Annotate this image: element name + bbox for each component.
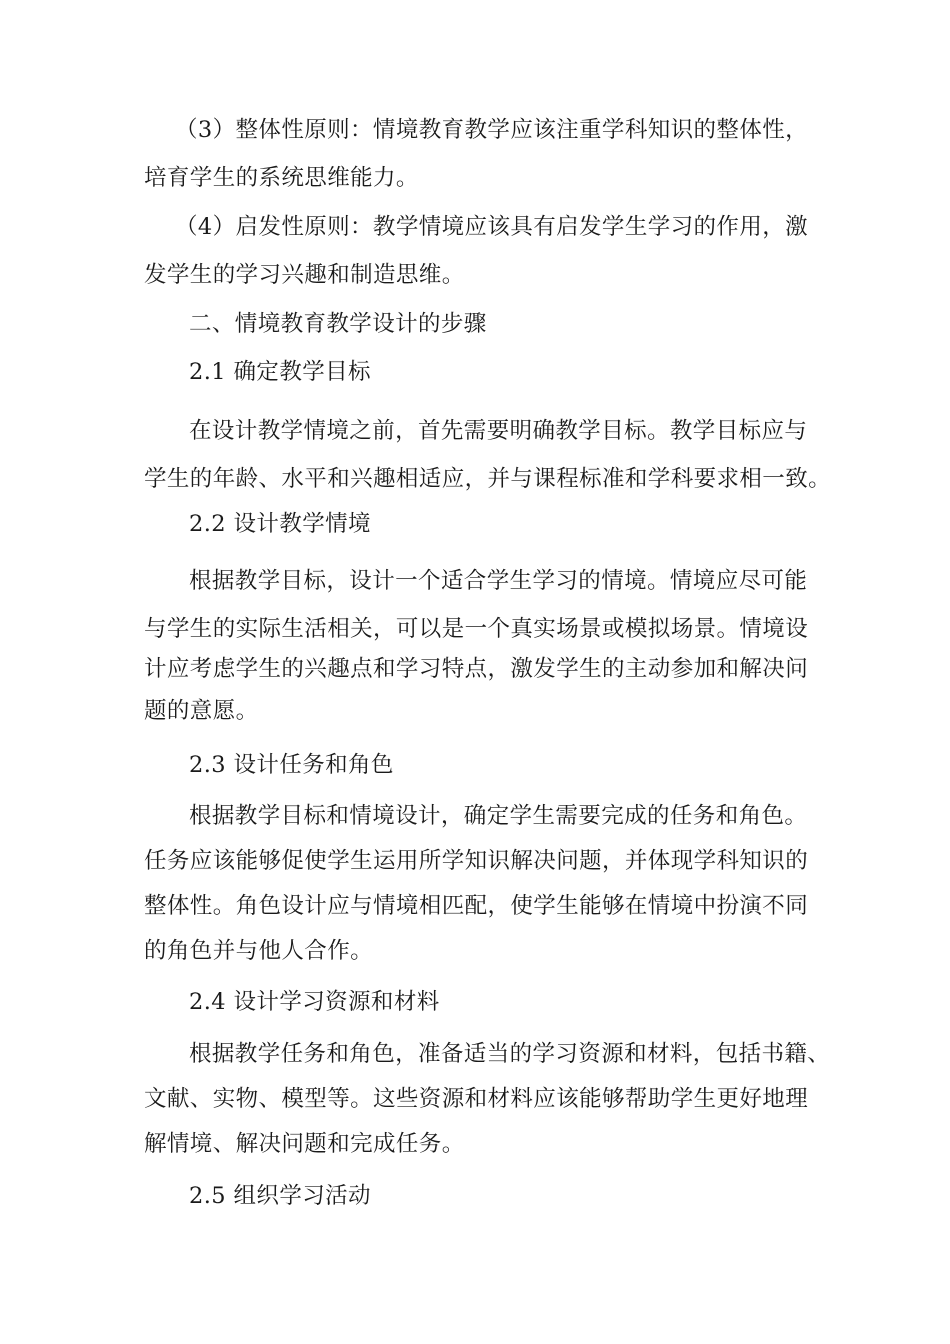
paragraph-2-1-line-1: 在设计教学情境之前，首先需要明确教学目标。教学目标应与: [189, 418, 808, 444]
paragraph-principle-4-line-1: （4）启发性原则：教学情境应该具有启发学生学习的作用，激: [175, 214, 809, 240]
paragraph-2-2-line-4: 题的意愿。: [144, 698, 259, 724]
paragraph-2-3-line-3: 整体性。角色设计应与情境相匹配，使学生能够在情境中扮演不同: [144, 893, 809, 919]
paragraph-principle-4-line-2: 发学生的学习兴趣和制造思维。: [144, 262, 465, 288]
subheading-2-2: 2.2 设计教学情境: [189, 511, 371, 537]
paragraph-2-4-line-3: 解情境、解决问题和完成任务。: [144, 1131, 465, 1157]
paragraph-2-4-line-1: 根据教学任务和角色，准备适当的学习资源和材料，包括书籍、: [189, 1041, 831, 1067]
section-heading-steps: 二、情境教育教学设计的步骤: [189, 311, 487, 337]
paragraph-2-4-line-2: 文献、实物、模型等。这些资源和材料应该能够帮助学生更好地理: [144, 1086, 809, 1112]
paragraph-principle-3-line-1: （3）整体性原则：情境教育教学应该注重学科知识的整体性，: [175, 117, 809, 143]
paragraph-2-2-line-2: 与学生的实际生活相关，可以是一个真实场景或模拟场景。情境设: [144, 616, 809, 642]
subheading-2-4: 2.4 设计学习资源和材料: [189, 989, 440, 1015]
subheading-2-5: 2.5 组织学习活动: [189, 1183, 371, 1209]
paragraph-2-2-line-3: 计应考虑学生的兴趣点和学习特点，激发学生的主动参加和解决问: [144, 656, 809, 682]
paragraph-2-2-line-1: 根据教学目标，设计一个适合学生学习的情境。情境应尽可能: [189, 568, 808, 594]
paragraph-2-3-line-1: 根据教学目标和情境设计，确定学生需要完成的任务和角色。: [189, 803, 808, 829]
paragraph-2-3-line-2: 任务应该能够促使学生运用所学知识解决问题，并体现学科知识的: [144, 848, 809, 874]
paragraph-principle-3-line-2: 培育学生的系统思维能力。: [144, 165, 419, 191]
subheading-2-3: 2.3 设计任务和角色: [189, 752, 394, 778]
subheading-2-1: 2.1 确定教学目标: [189, 359, 371, 385]
paragraph-2-3-line-4: 的角色并与他人合作。: [144, 938, 374, 964]
paragraph-2-1-line-2: 学生的年龄、水平和兴趣相适应，并与课程标准和学科要求相一致。: [144, 466, 832, 492]
